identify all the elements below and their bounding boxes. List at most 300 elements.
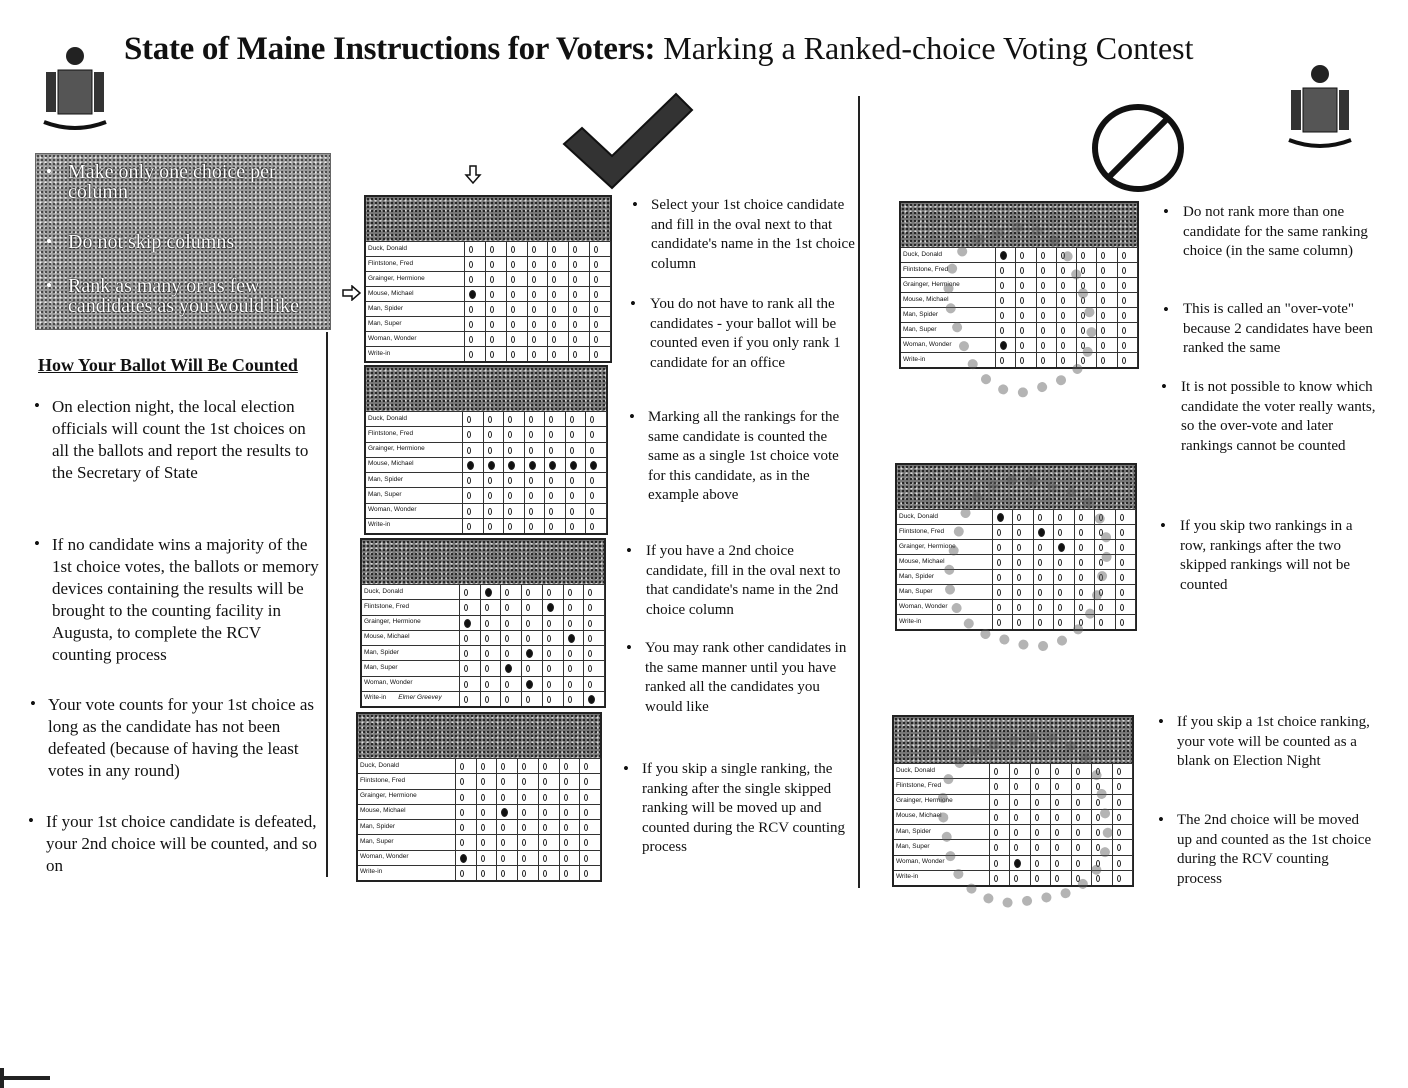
candidate-name: Grainger, Hermione [360, 792, 417, 800]
ranking-oval [570, 447, 574, 454]
candidate-name: Mouse, Michael [360, 807, 406, 815]
check-icon [560, 92, 695, 192]
ranking-oval [464, 650, 468, 657]
counting-item-1: On election night, the local election officials will count the 1st choices on all the ballots and report the results to the Secretary of State [52, 397, 309, 482]
ranking-oval [547, 650, 551, 657]
candidate-name: Duck, Donald [899, 512, 939, 520]
ranking-oval [469, 261, 473, 268]
ballot-example-skip-single [356, 712, 602, 882]
ranking-oval [467, 508, 471, 515]
ranking-oval [1099, 604, 1103, 611]
candidate-name: Man, Super [360, 837, 394, 845]
ranking-oval [481, 809, 485, 816]
bullet: • [34, 534, 40, 553]
ranking-oval [508, 416, 512, 423]
ranking-oval [485, 635, 489, 642]
ranking-oval [501, 763, 505, 770]
ranking-oval [508, 477, 512, 484]
ranking-oval-filled [464, 619, 471, 628]
candidate-name: Grainger, Hermione [364, 618, 421, 626]
incorrect-item-4: If you skip two rankings in a row, rankings after the two skipped rankings will not be counted [1180, 518, 1353, 593]
ranking-oval [511, 276, 515, 283]
ranking-oval [467, 477, 471, 484]
candidate-name: Write-in [896, 873, 919, 881]
ranking-oval [547, 589, 551, 596]
ranking-oval [1122, 342, 1126, 349]
ranking-oval [547, 620, 551, 627]
ranking-oval [1122, 267, 1126, 274]
ranking-oval [488, 447, 492, 454]
ranking-oval [590, 477, 594, 484]
ranking-oval [1120, 544, 1124, 551]
ranking-oval [1117, 799, 1121, 806]
ranking-oval [490, 261, 494, 268]
ranking-oval [1120, 589, 1124, 596]
bullet: • [1158, 712, 1164, 731]
ranking-oval [508, 492, 512, 499]
ranking-oval [522, 763, 526, 770]
ballot-row [366, 426, 606, 442]
candidate-name: Flintstone, Fred [360, 776, 406, 784]
candidate-name: Flintstone, Fred [896, 781, 942, 789]
bullet: • [1161, 377, 1167, 396]
candidate-name: Woman, Wonder [364, 679, 413, 687]
ranking-oval [490, 246, 494, 253]
ranking-oval [588, 681, 592, 688]
ranking-oval [1117, 783, 1121, 790]
ballot-row [358, 773, 600, 789]
ranking-oval [526, 589, 530, 596]
ranking-oval [501, 870, 505, 877]
ranking-oval [590, 416, 594, 423]
ranking-oval [1081, 267, 1085, 274]
ranking-oval [588, 589, 592, 596]
candidate-name: Mouse, Michael [899, 557, 945, 565]
ranking-oval [1101, 357, 1105, 364]
ranking-oval [526, 635, 530, 642]
ranking-oval [505, 589, 509, 596]
ranking-oval [460, 870, 464, 877]
ranking-oval [584, 763, 588, 770]
correct-item-1: Select your 1st choice candidate and fill in the oval next to that candidate's name in the 1st choice column [651, 197, 855, 272]
ranking-oval [467, 492, 471, 499]
ranking-oval [564, 794, 568, 801]
candidate-name: Man, Super [896, 842, 930, 850]
incorrect-item-6: The 2nd choice will be moved up and counted as the 1st choice during the RCV counting process [1177, 812, 1372, 887]
ranking-oval [1117, 829, 1121, 836]
ranking-oval [543, 839, 547, 846]
candidate-name: Man, Spider [368, 304, 404, 312]
incorrect-item-5: If you skip a 1st choice ranking, your vote will be counted as a blank on Election Night [1177, 714, 1370, 769]
candidate-name: Duck, Donald [896, 766, 936, 774]
ranking-oval [549, 447, 553, 454]
ranking-oval-filled [485, 588, 492, 597]
ranking-oval [549, 508, 553, 515]
ranking-oval [552, 246, 556, 253]
ranking-oval [588, 650, 592, 657]
ranking-oval [568, 665, 572, 672]
ballot-row [362, 676, 604, 692]
ranking-oval [549, 492, 553, 499]
candidate-name: Man, Super [899, 587, 933, 595]
ranking-oval [594, 246, 598, 253]
candidate-name: Duck, Donald [364, 587, 404, 595]
ballot-row [366, 256, 610, 272]
ranking-oval [532, 351, 536, 358]
ranking-oval [522, 809, 526, 816]
seal-left-icon [40, 42, 110, 132]
ranking-oval [573, 276, 577, 283]
prohibited-icon [1090, 102, 1186, 194]
ranking-oval [460, 809, 464, 816]
ranking-oval [508, 431, 512, 438]
candidate-name: Flintstone, Fred [368, 429, 414, 437]
ranking-oval [490, 276, 494, 283]
counting-item-2: If no candidate wins a majority of the 1st choice votes, the ballots or memory devices containing the results will be brought to the counting facility in Augusta, to complete the RCV counting process [52, 535, 319, 664]
ranking-oval [469, 276, 473, 283]
ballot-column-line [1137, 247, 1138, 367]
ranking-oval [564, 824, 568, 831]
ranking-oval [467, 523, 471, 530]
ranking-oval [464, 696, 468, 703]
ranking-oval [508, 447, 512, 454]
ballot-header-shaded [366, 367, 606, 411]
ranking-oval [1101, 252, 1105, 259]
ranking-oval [469, 306, 473, 313]
incorrect-item-3: It is not possible to know which candidate the voter really wants, so the over-vote and later rankings cannot be counted [1181, 379, 1376, 454]
ranking-oval [547, 681, 551, 688]
ranking-oval [481, 855, 485, 862]
ranking-oval [467, 416, 471, 423]
ballot-row [366, 241, 610, 257]
ranking-oval [573, 246, 577, 253]
bullet: • [1163, 202, 1169, 221]
ranking-oval [488, 508, 492, 515]
candidate-name: Woman, Wonder [903, 340, 952, 348]
ranking-oval [568, 650, 572, 657]
ranking-oval [532, 306, 536, 313]
ranking-oval [543, 763, 547, 770]
ranking-oval [590, 431, 594, 438]
ranking-oval [460, 763, 464, 770]
scan-edge-mark [0, 1076, 50, 1080]
ranking-oval [532, 246, 536, 253]
candidate-name: Flintstone, Fred [368, 259, 414, 267]
ranking-oval [532, 336, 536, 343]
ranking-oval [584, 855, 588, 862]
ranking-oval [1122, 252, 1126, 259]
ranking-oval [584, 870, 588, 877]
ranking-oval [485, 696, 489, 703]
ranking-oval [584, 839, 588, 846]
ranking-oval [590, 447, 594, 454]
candidate-name: Flintstone, Fred [364, 602, 410, 610]
title-bold: State of Maine Instructions for Voters: [124, 31, 656, 67]
ranking-oval [464, 589, 468, 596]
ballot-column-line [606, 411, 607, 533]
ballot-row [366, 411, 606, 427]
candidate-name: Man, Spider [364, 648, 400, 656]
ranking-oval [1122, 282, 1126, 289]
ranking-oval [522, 778, 526, 785]
ranking-oval [570, 416, 574, 423]
ranking-oval [522, 855, 526, 862]
ranking-oval [588, 604, 592, 611]
candidate-name: Man, Super [903, 325, 937, 333]
ranking-oval [594, 261, 598, 268]
ballot-row [358, 789, 600, 805]
ranking-oval [570, 508, 574, 515]
ranking-oval [505, 635, 509, 642]
incorrect-item-2: This is called an "over-vote" because 2 candidates have been ranked the same [1183, 301, 1373, 356]
candidate-name: Mouse, Michael [903, 295, 949, 303]
ranking-oval [1117, 768, 1121, 775]
ranking-oval [573, 261, 577, 268]
ranking-oval [488, 416, 492, 423]
candidate-name: Write-in [368, 349, 391, 357]
ranking-oval [568, 589, 572, 596]
candidate-name: Duck, Donald [360, 761, 400, 769]
ranking-oval [505, 620, 509, 627]
candidate-name: Duck, Donald [368, 244, 408, 252]
ballot-row [358, 758, 600, 774]
ranking-oval [532, 261, 536, 268]
ranking-oval [508, 523, 512, 530]
candidate-name: Grainger, Hermione [896, 797, 953, 805]
ranking-oval [460, 824, 464, 831]
counting-item-4: If your 1st choice candidate is defeated, your 2nd choice will be counted, and so on [46, 812, 317, 875]
ranking-oval [529, 523, 533, 530]
ballot-row [366, 316, 610, 332]
ranking-oval-filled [501, 808, 508, 817]
ranking-oval [488, 477, 492, 484]
ranking-oval [570, 523, 574, 530]
ranking-oval [594, 276, 598, 283]
arrow-down-icon [464, 165, 482, 185]
ranking-oval [543, 824, 547, 831]
ranking-oval-filled [547, 603, 554, 612]
ranking-oval [529, 416, 533, 423]
ballot-row [358, 850, 600, 866]
candidate-name: Write-in [899, 617, 922, 625]
ranking-oval [508, 508, 512, 515]
tip-bullet: • [46, 276, 52, 295]
ranking-oval [568, 696, 572, 703]
ranking-oval [501, 839, 505, 846]
ranking-oval-filled [467, 461, 474, 470]
ranking-oval [1117, 814, 1121, 821]
divider-center [858, 96, 860, 888]
ranking-oval [588, 635, 592, 642]
ranking-oval [501, 778, 505, 785]
bullet: • [1158, 810, 1164, 829]
ranking-oval [594, 351, 598, 358]
candidate-name: Mouse, Michael [368, 460, 414, 468]
candidate-name: Woman, Wonder [899, 602, 948, 610]
candidate-name: Duck, Donald [903, 250, 943, 258]
candidate-name: Grainger, Hermione [368, 445, 425, 453]
bullet: • [630, 294, 636, 313]
ranking-oval [511, 246, 515, 253]
ranking-oval [469, 351, 473, 358]
ranking-oval [485, 604, 489, 611]
ranking-oval [1117, 860, 1121, 867]
ranking-oval [469, 336, 473, 343]
candidate-name: Man, Spider [899, 572, 935, 580]
ballot-row [366, 487, 606, 503]
ranking-oval [464, 604, 468, 611]
ranking-oval [1122, 357, 1126, 364]
ranking-oval [547, 665, 551, 672]
ranking-oval [526, 696, 530, 703]
ranking-oval [590, 523, 594, 530]
ranking-oval [552, 306, 556, 313]
ballot-row [366, 457, 606, 473]
tip-no-skip: Do not skip columns [68, 231, 235, 253]
ranking-oval [1081, 252, 1085, 259]
counting-item-3: Your vote counts for your 1st choice as long as the candidate has not been defeated (because of having the least votes in any round) [48, 695, 314, 780]
ranking-oval [529, 477, 533, 484]
ranking-oval [505, 650, 509, 657]
ranking-oval [526, 604, 530, 611]
candidate-name: Man, Spider [368, 475, 404, 483]
ballot-header-shaded [362, 540, 604, 584]
candidate-name: Woman, Wonder [368, 334, 417, 342]
ranking-oval [584, 824, 588, 831]
ranking-oval [568, 604, 572, 611]
ranking-oval [570, 431, 574, 438]
ranking-oval [460, 778, 464, 785]
ranking-oval [1099, 619, 1103, 626]
bullet: • [626, 638, 632, 657]
ranking-oval [511, 321, 515, 328]
ranking-oval [481, 824, 485, 831]
ranking-oval [485, 665, 489, 672]
ranking-oval [522, 794, 526, 801]
ballot-row [358, 834, 600, 850]
ballot-row [362, 691, 604, 707]
ranking-oval [594, 336, 598, 343]
ranking-oval-filled [469, 290, 476, 299]
ranking-oval [552, 291, 556, 298]
ranking-oval [511, 261, 515, 268]
ranking-oval [584, 778, 588, 785]
candidate-name: Mouse, Michael [368, 289, 414, 297]
ranking-oval [505, 696, 509, 703]
correct-item-4: If you have a 2nd choice candidate, fill in the oval next to that candidate's name in the 2nd choice column [646, 543, 841, 618]
candidate-name: Woman, Wonder [360, 853, 409, 861]
candidate-name: Woman, Wonder [368, 506, 417, 514]
write-in-name: Elmer Greevey [398, 694, 442, 702]
correct-item-5: You may rank other candidates in the same manner until you have ranked all the candidates you would like [645, 640, 847, 715]
arrow-right-icon [342, 285, 362, 301]
ranking-oval-filled [588, 695, 595, 704]
ranking-oval-filled [570, 461, 577, 470]
seal-right-icon [1285, 60, 1355, 150]
ranking-oval [1122, 297, 1126, 304]
bullet: • [629, 407, 635, 426]
ranking-oval [490, 336, 494, 343]
ranking-oval [490, 351, 494, 358]
ranking-oval [505, 681, 509, 688]
candidate-name: Grainger, Hermione [368, 274, 425, 282]
ballot-row [366, 442, 606, 458]
ranking-oval [547, 696, 551, 703]
ranking-oval-filled [526, 680, 533, 689]
tip-rank-many: Rank as many or as few candidates as you would like [68, 275, 300, 317]
ranking-oval-filled [460, 854, 467, 863]
candidate-name: Write-in [368, 521, 391, 529]
tip-bullet: • [46, 162, 52, 181]
ranking-oval [505, 604, 509, 611]
ballot-row [362, 584, 604, 600]
ranking-oval [1120, 529, 1124, 536]
ranking-oval [501, 824, 505, 831]
ranking-oval [590, 508, 594, 515]
ranking-oval [529, 508, 533, 515]
divider-left [326, 332, 328, 877]
ranking-oval [481, 794, 485, 801]
ballot-row [358, 865, 600, 881]
correct-item-3: Marking all the rankings for the same candidate is counted the same as a single 1st choice vote for this candidate, as in the example above [648, 409, 840, 503]
ranking-oval [549, 477, 553, 484]
ranking-oval [481, 778, 485, 785]
ranking-oval [588, 620, 592, 627]
bullet: • [623, 759, 629, 778]
ranking-oval [469, 321, 473, 328]
ranking-oval [552, 276, 556, 283]
ballot-row [366, 472, 606, 488]
ranking-oval [1101, 327, 1105, 334]
ranking-oval [564, 778, 568, 785]
candidate-name: Flintstone, Fred [899, 527, 945, 535]
ranking-oval [522, 824, 526, 831]
ranking-oval [564, 763, 568, 770]
bullet: • [626, 541, 632, 560]
ranking-oval-filled [568, 634, 575, 643]
ballot-row [358, 819, 600, 835]
candidate-name: Flintstone, Fred [903, 265, 949, 273]
ballot-row [366, 301, 610, 317]
ranking-oval [594, 321, 598, 328]
ranking-oval [511, 336, 515, 343]
ranking-oval [564, 855, 568, 862]
ranking-oval [1120, 574, 1124, 581]
ranking-oval [549, 523, 553, 530]
ranking-oval [1101, 297, 1105, 304]
ranking-oval [543, 809, 547, 816]
ranking-oval [464, 635, 468, 642]
ranking-oval [1117, 844, 1121, 851]
ranking-oval [460, 794, 464, 801]
ranking-oval-filled [526, 649, 533, 658]
ranking-oval [490, 306, 494, 313]
ballot-row [362, 599, 604, 615]
ranking-oval [529, 431, 533, 438]
scan-edge-mark [0, 1068, 4, 1088]
ranking-oval [552, 351, 556, 358]
ranking-oval [549, 416, 553, 423]
ballot-row [362, 660, 604, 676]
ranking-oval-filled [488, 461, 495, 470]
candidate-name: Write-in [903, 355, 926, 363]
ranking-oval [564, 870, 568, 877]
ranking-oval [526, 665, 530, 672]
ranking-oval-filled [590, 461, 597, 470]
ranking-oval-filled [549, 461, 556, 470]
ranking-oval [1117, 875, 1121, 882]
ranking-oval [532, 321, 536, 328]
